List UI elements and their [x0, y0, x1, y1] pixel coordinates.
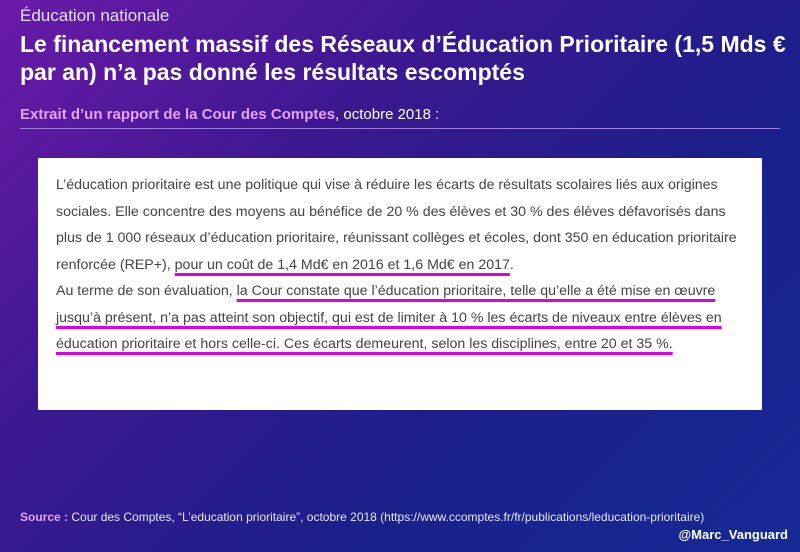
excerpt-highlight-1: pour un coût de 1,4 Md€ en 2016 et 1,6 Md€ en 2017 — [174, 256, 510, 273]
excerpt-paragraph-1 — [56, 172, 744, 278]
source-label: Source : — [20, 510, 69, 524]
extract-intro — [20, 106, 439, 123]
headline: Le financement massif des Réseaux d’Éducation Prioritaire (1,5 Mds € par an) n’a pas donné les résultats escomptés — [20, 31, 786, 85]
excerpt-text-2: . — [509, 256, 514, 273]
excerpt-text-1: L’éducation prioritaire est une politique qui vise à réduire les écarts de résultats scolaires liés aux origines sociales. Elle concentre des moyens au bénéfice de 20 % des élèves et 30 % des élèves défavorisés dans plus de 1 000 réseaux d’éducation prioritaire, réunissant collèges et écoles, dont 350 en éducation prioritaire renforcée (REP+), — [56, 177, 737, 273]
extract-date: , octobre 2018 : — [335, 106, 440, 123]
source-citation — [20, 510, 780, 525]
author-handle: @Marc_Vanguard — [678, 527, 788, 542]
excerpt-text-3: Au terme de son évaluation, — [56, 283, 237, 299]
divider — [20, 128, 780, 129]
extract-source-bold: Extrait d’un rapport de la Cour des Comptes — [20, 106, 336, 123]
category-label: Éducation nationale — [20, 6, 170, 25]
source-text: Cour des Comptes, “L’education prioritaire”, octobre 2018 (https://www.ccomptes.fr/fr/publications/leducation-prioritaire) — [68, 510, 705, 524]
excerpt-highlight-2: la Cour constate que l’éducation prioritaire, telle qu’elle a été mise en œuvre jusqu’à présent, n’a pas atteint son objectif, qui est de limiter à 10 % les écarts de niveaux entre élèves en éducation prioritaire et hors celle-ci. Ces écarts demeurent, selon les disciplines, entre 20 et 35 %. — [56, 283, 722, 352]
excerpt-card — [38, 158, 762, 410]
excerpt-paragraph-2 — [56, 278, 744, 358]
